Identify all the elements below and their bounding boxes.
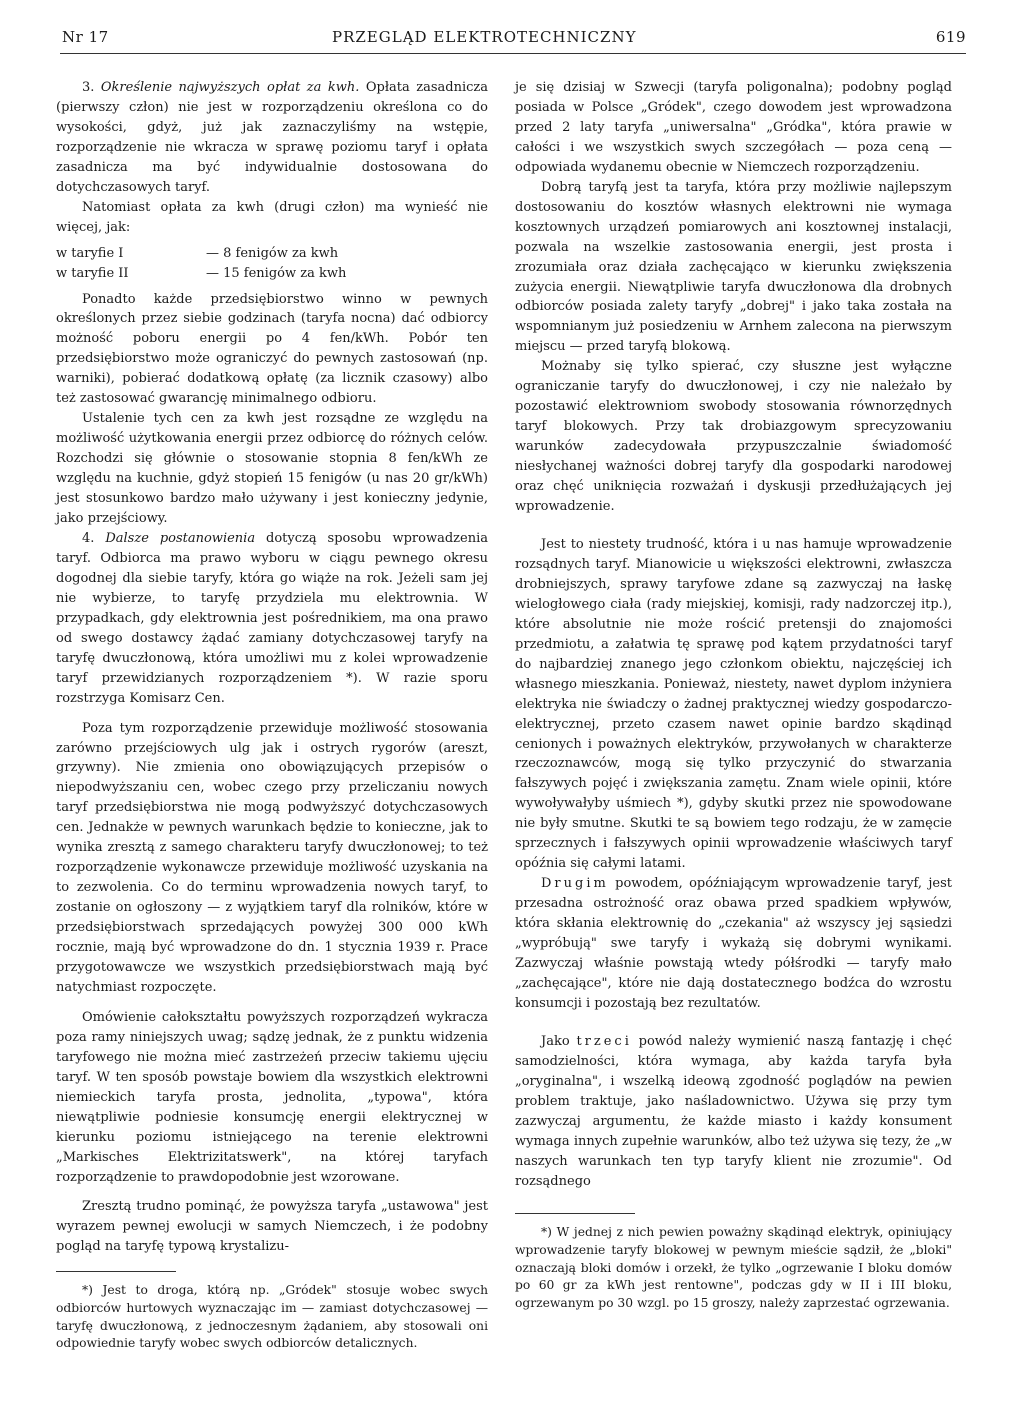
night-tariff-paragraph: Ponadto każde przedsiębiorstwo winno w pewnych określonych przez siebie godzinach (taryfa nocna) dać odbiorcy możność poboru energii po 4 fen/kWh. Pobór ten przedsiębiorstwo może ograniczyć do pewnych zastosowań (np. warniki), pobierać dodatkową opłatę (za licznik czasowy) albo też zastosować gwarancję minimalnego odbioru. [56, 291, 488, 407]
issue-number: Nr 17 [62, 28, 109, 46]
header-rule [60, 53, 966, 54]
second-reason-paragraph [515, 874, 952, 1014]
rate-line-1 [56, 244, 488, 264]
overview-paragraph: Omówienie całokształtu powyższych rozporządzeń wykracza poza ramy niniejszych uwag; sądzę jednak, że z punktu widzenia taryfowego nie można mieć zastrzeżeń przeciw takiemu ujęciu taryf. W ten sposób powstaje bowiem dla wszystkich elektrowni niemieckich taryfa prosta, jednolita, „typowa", która niewątpliwie podniesie konsumcję energii elektrycznej w kierunku poziomu istniejącego na terenie elektrowni „Markisches Elektrizitatswerk", na której taryfach rozporządzenie to prawdopodobnie jest wzorowane. [56, 1009, 488, 1185]
left-column [56, 68, 488, 1353]
continuation-paragraph: je się dzisiaj w Szwecji (taryfa poligonalna); podobny pogląd posiada w Polsce „Gródek", czego dowodem jest wprowadzona przed 2 laty taryfa „uniwersalna" „Gródka", która prawie w całości i we wszystkich swych szczegółach — poza ceną — odpowiada wydanemu obecnie w Niemczech rozporządzeniu. [515, 80, 952, 175]
evolution-paragraph: Zresztą trudno pominąć, że powyższa taryfa „ustawowa" jest wyrazem pewnej ewolucji w samych Niemczech, i że podobny pogląd na taryfę typową krystalizu- [56, 1199, 488, 1255]
right-column [515, 68, 952, 1312]
third-reason-paragraph [515, 1032, 952, 1192]
footnote-right: *) W jednej z nich pewien poważny skądinąd elektryk, opiniujący wprowadzenie taryfy blokowej w pewnym mieście sądził, że „bloki" oznaczają bloki domów i orzekł, że tylko „ogrzewanie I bloku domów po 60 gr za kWh jest rentowne", podczas gdy w II i III bloku, ogrzewanym po 30 wzgl. po 15 groszy, należy zaprzestać ogrzewania. [515, 1225, 952, 1310]
footnote-rule-right [515, 1213, 635, 1214]
regulation-paragraph: Poza tym rozporządzenie przewiduje możliwość stosowania zarówno przejściowych ulg jak i ostrych rygorów (areszt, grzywny). Nie zmienia ono obowiązujących przepisów o niepodwyższaniu cen, wobec czego przy przeliczaniu nowych taryf przedsiębiorstwa nie mogą podwyższyć dotychczasowych cen. Jednakże w pewnych warunkach będzie to konieczne, jak to wynika zresztą z samego charakteru taryfy dwuczłonowej; to też rozporządzenie wykonawcze przewiduje możliwość uzyskania na to zezwolenia. Co do terminu wprowadzenia nowych taryf, to zostanie on ogłoszony — z wyjątkiem taryf dla rolników, które w przedsiębiorstwach sprzedających powyżej 300 000 kWh rocznie, mają być wprowadzone do dn. 1 stycznia 1939 r. Prace przygotowawcze we wszystkich przedsiębiorstwach mają być natychmiast rozpoczęte. [56, 720, 488, 995]
rate-2-label: w taryfie II [56, 265, 129, 281]
good-tariff-paragraph: Dobrą taryfą jest ta taryfa, która przy możliwie najlepszym dostosowaniu do kosztów własnych elektrowni nie wymaga kosztownych urządzeń pomiarowych ani kosztownej instalacji, pozwala na wszelkie zastosowania energii, jest prosta i zrozumiała oraz działa zachęcająco w kierunku zwiększenia zużycia energii. Niewątpliwie taryfa dwuczłonowa dla drobnych odbiorców posiada zalety taryfy „dobrej" i jako taka została na wspomnianym już posiedzeniu w Arnhem zalecona na pierwszym miejscu — przed taryfą blokową. [515, 179, 952, 355]
section-3-text: Opłata zasadnicza (pierwszy człon) nie jest w rozporządzeniu określona co do wysokości, gdyż, już jak zaznaczyliśmy na wstępie, rozporządzenie nie wkracza w sprawę poziomu taryf i opłata zasadnicza ma być indywidualnie dostosowana do dotychczasowych taryf. [56, 80, 488, 195]
section-4-text: dotyczą sposobu wprowadzenia taryf. Odbiorca ma prawo wyboru w ciągu pewnego okresu dogodnej dla siebie taryfy, która go wiąże na rok. Jeżeli sam jej nie wybierze, to taryfę przydziela mu elektrownia. W przypadkach, gdy elektrownia jest pośrednikiem, ma ona prawo od swego dostawcy żądać zamiany dotychczasowej taryfy na taryfę dwuczłonową, która umożliwi mu z kolei wprowadzenie taryf przewidzianych rozporządzeniem *). W razie sporu rozstrzyga Komisarz Cen. [56, 530, 488, 706]
page-number: 619 [935, 28, 966, 46]
footnote-left: *) Jest to droga, którą np. „Gródek" stosuje wobec swych odbiorców hurtowych wyznaczając im — zamiast dotychczasowej — taryfę dwuczłonową, z jednoczesnym żądaniem, aby stosowali oni odpowiednie taryfy wobec swych odbiorców detalicznych. [56, 1283, 488, 1351]
kwh-intro-paragraph: Natomiast opłata za kwh (drugi człon) ma wynieść nie więcej, jak: [56, 199, 488, 235]
rate-2-value: — 15 fenigów za kwh [206, 265, 347, 281]
section-4-heading: Dalsze postanowienia [105, 530, 256, 546]
second-reason-word: Drugim [541, 876, 609, 892]
section-4-paragraph [56, 529, 488, 709]
rate-1-value: — 8 fenigów za kwh [206, 245, 339, 261]
third-reason-text: powód należy wymienić naszą fantazję i chęć samodzielności, która wymaga, aby każda taryfa była „oryginalna", i wszelką ideową zgodność poglądów na pewien problem traktuje, jako naśladownictwo. Używa się przy tym zazwyczaj argumentu, że każde miasto i każdy konsument wymaga innych zupełnie warunków, albo też używa się tezy, że „w naszych warunkach ten typ taryfy klient nie zrozumie". Od rozsądnego [515, 1033, 952, 1189]
third-reason-lead: Jako [541, 1033, 577, 1049]
third-reason-word: trzeci [576, 1033, 632, 1049]
dispute-paragraph: Możnaby się tylko spierać, czy słuszne jest wyłączne ograniczanie taryfy do dwuczłonowej, i czy nie należało by pozostawić elektrowniom swobody stosowania równorzędnych taryf blokowych. Przy tak drobiazgowym sprecyzowaniu warunków zadecydowała przypuszczalnie świadomość niesłychanej ważności dobrej taryfy dla gospodarki narodowej oraz chęć uniknięcia rozważań i dyskusji przedłużających jej wprowadzenie. [515, 359, 952, 515]
price-rationale-paragraph: Ustalenie tych cen za kwh jest rozsądne ze względu na możliwość użytkowania energii przez odbiorcę do różnych celów. Rozchodzi się głównie o stosowanie stopnia 8 fen/kWh ze względu na kuchnie, gdyż stopień 15 fenigów (u nas 20 gr/kWh) jest stosunkowo bardzo mało używany i jest konieczny jedynie, jako przejściowy. [56, 411, 488, 527]
section-3-number: 3. [82, 80, 101, 95]
section-3-heading: Określenie najwyższych opłat za kwh. [100, 80, 360, 95]
section-4-number: 4. [82, 530, 106, 546]
section-3-paragraph [56, 78, 488, 198]
journal-title: PRZEGLĄD ELEKTROTECHNICZNY [332, 28, 637, 46]
second-reason-text: powodem, opóźniającym wprowadzenie taryf, jest przesadna ostrożność oraz obawa przed spadkiem wpływów, która skłania elektrownię do „czekania" aż wszyscy jej sąsiedzi „wypróbują" swe taryfy i wykażą się dobrymi wynikami. Zazwyczaj właśnie powstają wtedy półśrodki — taryfy mało „zachęcające", które nie dają dostatecznego bodźca do wzrostu konsumcji i pozostają bez rezultatów. [515, 876, 952, 1011]
footnote-rule-left [56, 1271, 176, 1272]
difficulty-paragraph: Jest to niestety trudność, która i u nas hamuje wprowadzenie rozsądnych taryf. Mianowicie u większości elektrowni, zwłaszcza drobniejszych, sprawy taryfowe zdane są zazwyczaj na łaskę wielogłowego ciała (rady miejskiej, komisji, rady nadzorczej itp.), które absolutnie nie może rościć pretensji do znajomości przedmiotu, a załatwia tę sprawę pod kątem przydatności taryf do najbardziej znanego jego członkom obiektu, najczęściej ich własnego mieszkania. Ponieważ, niestety, nawet dyplom inżyniera elektryka nie świadczy o żadnej praktycznej wiedzy gospodarczo-elektrycznej, przeto czasem nawet opinie bardzo skądinąd cenionych i poważnych elektryków, przywołanych w charakterze rzeczoznawców, mogą się tylko przyczynić do stwarzania fałszywych pojęć i zwiększania zamętu. Znam wiele opinii, które wywoływałyby uśmiech *), gdyby skutki przez nie spowodowane nie były smutne. Skutki te są bowiem tego rodzaju, że w zamęcie sprzecznych i fałszywych opinii wprowadzenie właściwych taryf opóźnia się całymi latami. [515, 536, 952, 872]
rate-line-2 [56, 264, 488, 284]
rate-1-label: w taryfie I [56, 245, 124, 261]
page-header [62, 28, 966, 50]
